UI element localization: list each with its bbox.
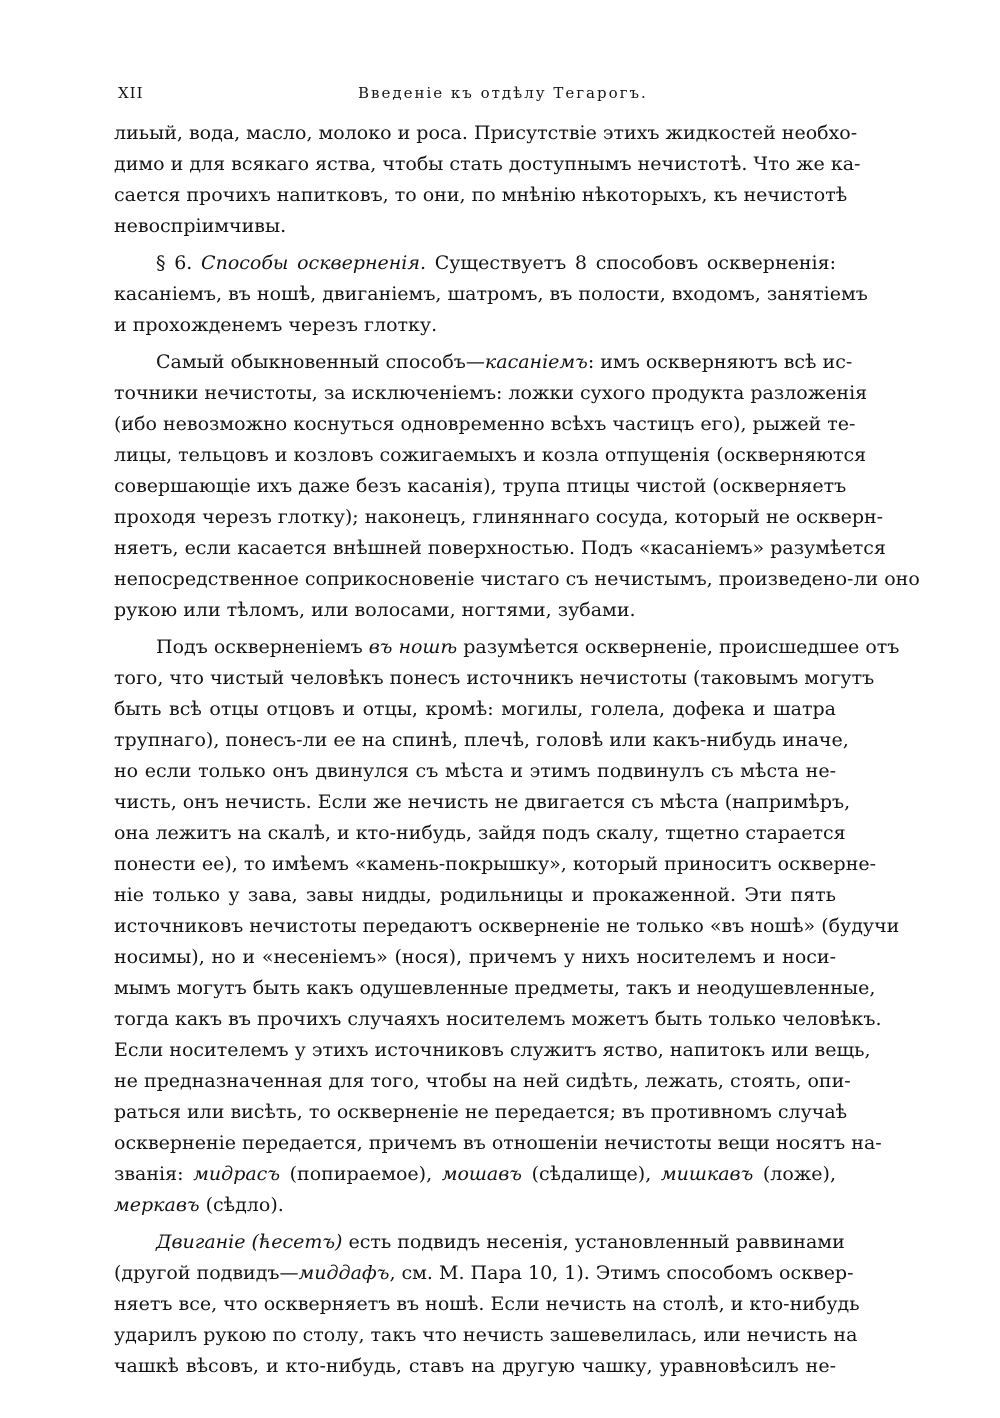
body-text [114, 118, 920, 1382]
italic-term: мидрасъ [193, 1163, 280, 1185]
text-line: раться или висѣть, то оскверненіе не передается; въ противномъ случаѣ [114, 1101, 848, 1123]
section-heading-line: § 6. Способы оскверненія. Существуетъ 8 способовъ оскверненія: [156, 252, 836, 274]
italic-term: мишкавъ [660, 1163, 754, 1185]
text-line: но если только онъ двинулся съ мѣста и этимъ подвинулъ съ мѣста не- [114, 760, 836, 782]
text-line: она лежитъ на скалѣ, и кто-нибудь, зайдя подъ скалу, тщетно старается [114, 822, 846, 844]
text-line: совершающіе ихъ даже безъ касанія), трупа птицы чистой (оскверняетъ [114, 475, 847, 497]
text-line: носимы), но и «несеніемъ» (нося), причемъ у нихъ носителемъ и носи- [114, 946, 836, 968]
text-line: званія: мидрасъ (попираемое), мошавъ (сѣдалище), мишкавъ (ложе), [114, 1163, 836, 1185]
text-line: невоспріимчивы. [114, 215, 287, 237]
text-line: Двиганіе (ћесетъ) есть подвидъ несенія, установленный раввинами [156, 1231, 845, 1253]
running-title: Введеніе къ отдѣлу Тегарогъ. [358, 84, 648, 102]
text-line: няетъ все, что оскверняетъ въ ношѣ. Если нечисть на столѣ, и кто-нибудь [114, 1293, 860, 1315]
text-line: и прохожденемъ черезъ глотку. [114, 314, 438, 336]
italic-term: мошавъ [441, 1163, 522, 1185]
page-number: XII [118, 84, 144, 102]
text-line: источниковъ нечистоты передаютъ оскверненіе не только «въ ношѣ» (будучи [114, 915, 900, 937]
text-line: (другой подвидъ—миддафъ, см. М. Пара 10, 1). Этимъ способомъ осквер- [114, 1262, 854, 1284]
text-line: меркавъ (сѣдло). [114, 1194, 284, 1216]
text-line: чисть, онъ нечисть. Если же нечисть не двигается съ мѣста (напримѣръ, [114, 791, 851, 813]
text-line: Самый обыкновенный способъ—касаніемъ: имъ оскверняютъ всѣ ис- [156, 351, 853, 373]
italic-term: въ ношѣ [368, 636, 458, 658]
text-line: сается прочихъ напитковъ, то они, по мнѣнію нѣкоторыхъ, къ нечистотѣ [114, 184, 848, 206]
text-line: лиьый, вода, масло, молоко и роса. Присутствіе этихъ жидкостей необхо- [114, 122, 858, 144]
text-line: проходя черезъ глотку); наконецъ, глиняннаго сосуда, который не оскверн- [114, 506, 884, 528]
text-line: чашкѣ вѣсовъ, и кто-нибудь, ставъ на другую чашку, уравновѣсилъ не- [114, 1355, 836, 1377]
text-line: мымъ могутъ быть какъ одушевленные предметы, такъ и неодушевленные, [114, 977, 876, 999]
section-title: Способы оскверненія. [201, 252, 426, 274]
text-line: лицы, тельцовъ и козловъ сожигаемыхъ и козла отпущенія (оскверняются [114, 444, 867, 466]
text-line: димо и для всякаго яства, чтобы стать доступнымъ нечистотѣ. Что же ка- [114, 153, 861, 175]
italic-term: касаніемъ [484, 351, 588, 373]
text-line: няетъ, если касается внѣшней поверхностью. Подъ «касаніемъ» разумѣется [114, 537, 886, 559]
italic-term: Двиганіе (ћесетъ) [156, 1231, 343, 1253]
text-line: не предназначенная для того, чтобы на ней сидѣть, лежать, стоять, опи- [114, 1070, 851, 1092]
text-line: Если носителемъ у этихъ источниковъ служитъ яство, напитокъ или вещь, [114, 1039, 871, 1061]
text-line: понести ее), то имѣемъ «камень-покрышку», который приноситъ оскверне- [114, 853, 877, 875]
running-head [118, 84, 836, 108]
italic-term: миддафъ [298, 1262, 390, 1284]
text-line: рукою или тѣломъ, или волосами, ногтями, зубами. [114, 599, 636, 621]
text-line: ударилъ рукою по столу, такъ что нечисть зашевелилась, или нечисть на [114, 1324, 858, 1346]
text-line: касаніемъ, въ ношѣ, двиганіемъ, шатромъ, въ полости, входомъ, занятіемъ [114, 283, 868, 305]
text-line: ніе только у зава, завы нидды, родильницы и прокаженной. Эти пять [114, 884, 836, 906]
text-line: непосредственное соприкосновеніе чистаго съ нечистымъ, произведено-ли оно [114, 568, 920, 590]
text-line: точники нечистоты, за исключеніемъ: ложки сухого продукта разложенія [114, 382, 868, 404]
text-line: (ибо невозможно коснуться одновременно всѣхъ частицъ его), рыжей те- [114, 413, 856, 435]
text-line: трупнаго), понесъ-ли ее на спинѣ, плечѣ, головѣ или какъ-нибудь иначе, [114, 729, 849, 751]
text-line: быть всѣ отцы отцовъ и отцы, кромѣ: могилы, голела, дофека и шатра [114, 698, 836, 720]
text-line: оскверненіе передается, причемъ въ отношеніи нечистоты вещи носятъ на- [114, 1132, 882, 1154]
italic-term: меркавъ [114, 1194, 200, 1216]
text-line: того, что чистый человѣкъ понесъ источникъ нечистоты (таковымъ могутъ [114, 667, 875, 689]
text-line: тогда какъ въ прочихъ случаяхъ носителемъ можетъ быть только человѣкъ. [114, 1008, 882, 1030]
text-line: Подъ оскверненіемъ въ ношѣ разумѣется оскверненіе, происшедшее отъ [156, 636, 900, 658]
